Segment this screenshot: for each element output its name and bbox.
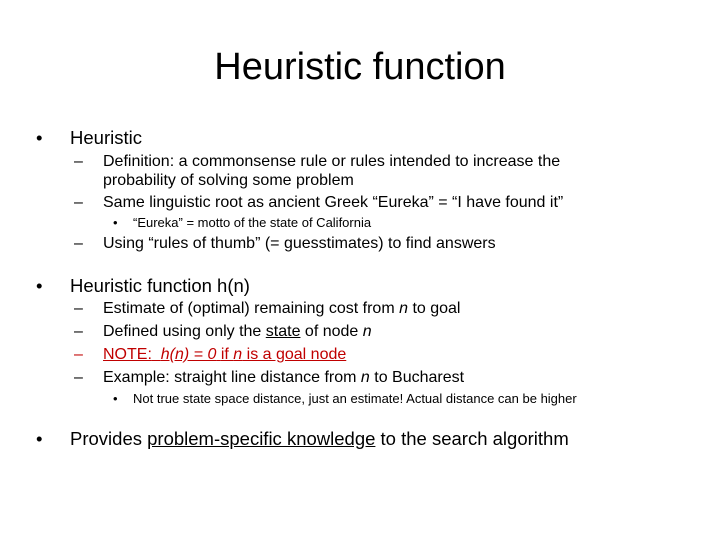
note-text: NOTE: h(n) = 0 if n is a goal node bbox=[103, 346, 347, 363]
bullet-text: Heuristic bbox=[70, 127, 142, 148]
definition-line-1: Definition: a commonsense rule or rules intended to increase the bbox=[103, 153, 561, 170]
bullet-marker: • bbox=[36, 428, 43, 449]
bullet-marker: • bbox=[113, 391, 118, 406]
dash-marker: – bbox=[74, 235, 83, 252]
estimate-note-text: Not true state space distance, just an estimate! Actual distance can be higher bbox=[133, 391, 577, 406]
estimate-text: Estimate of (optimal) remaining cost from n to goal bbox=[103, 300, 461, 317]
dash-marker: – bbox=[74, 346, 83, 363]
root-text: Same linguistic root as ancient Greek “Eureka” = “I have found it” bbox=[103, 194, 564, 211]
dash-marker: – bbox=[74, 323, 83, 340]
slide-title: Heuristic function bbox=[214, 46, 506, 88]
example-text: Example: straight line distance from n to Bucharest bbox=[103, 369, 465, 386]
dash-marker: – bbox=[74, 153, 83, 170]
dash-marker: – bbox=[74, 300, 83, 317]
definition-line-2: probability of solving some problem bbox=[103, 172, 354, 189]
provides-text: Provides problem-specific knowledge to the search algorithm bbox=[70, 428, 569, 449]
bullet-marker: • bbox=[36, 127, 43, 148]
thumb-text: Using “rules of thumb” (= guesstimates) to find answers bbox=[103, 235, 496, 252]
dash-marker: – bbox=[74, 194, 83, 211]
bullet-marker: • bbox=[113, 215, 118, 230]
motto-text: “Eureka” = motto of the state of California bbox=[133, 215, 372, 230]
bullet-marker: • bbox=[36, 275, 43, 296]
defined-text: Defined using only the state of node n bbox=[103, 323, 372, 340]
dash-marker: – bbox=[74, 369, 83, 386]
bullet-text: Heuristic function h(n) bbox=[70, 275, 250, 296]
